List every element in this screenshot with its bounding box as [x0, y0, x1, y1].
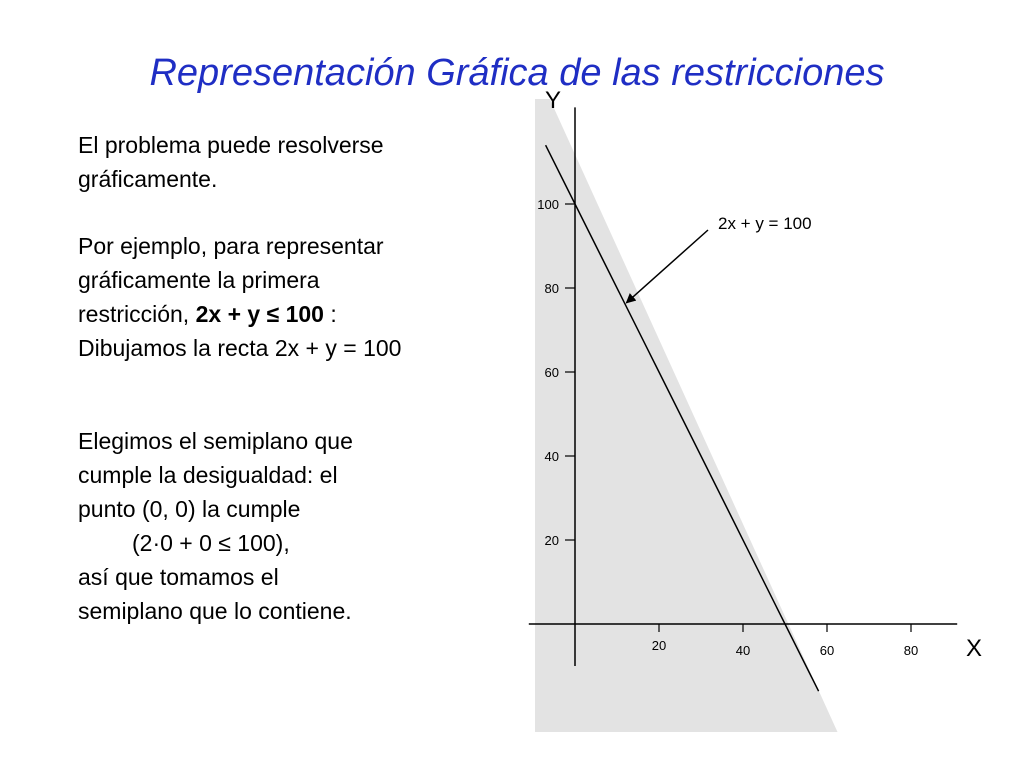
example-line-3-suffix: :: [323, 301, 337, 327]
example-line-1: Por ejemplo, para representar: [78, 233, 384, 259]
y-tick-label: 80: [544, 281, 559, 296]
x-tick-label: 40: [735, 643, 751, 658]
x-tick-label: 20: [651, 638, 667, 653]
halfplane-line-3: punto (0, 0) la cumple: [78, 496, 301, 522]
intro-line-1: El problema puede resolverse: [78, 132, 384, 158]
y-axis-label: Y: [545, 87, 562, 114]
x-tick-label: 80: [903, 643, 919, 658]
halfplane-line-2: cumple la desigualdad: el: [78, 462, 338, 488]
x-axis-label: X: [966, 635, 983, 662]
y-tick-label: 60: [544, 365, 559, 380]
x-tick-label: 60: [819, 643, 835, 658]
intro-line-2: gráficamente.: [78, 166, 218, 192]
y-tick-label: 100: [537, 197, 559, 212]
annotation-label: 2x + y = 100: [718, 214, 812, 233]
halfplane-line-5: así que tomamos el: [78, 564, 279, 590]
page-title: Representación Gráfica de las restricciones: [149, 52, 885, 94]
constraint-inequality: 2x + y ≤ 100: [195, 301, 324, 327]
example-line-3-prefix: restricción,: [78, 301, 196, 327]
halfplane-line-4: (2·0 + 0 ≤ 100),: [132, 530, 290, 556]
example-line-2: gráficamente la primera: [78, 267, 320, 293]
y-tick-label: 40: [544, 449, 559, 464]
halfplane-line-1: Elegimos el semiplano que: [78, 428, 353, 454]
example-line-4: Dibujamos la recta 2x + y = 100: [78, 335, 402, 361]
annotation-arrow: [626, 230, 708, 303]
halfplane-line-6: semiplano que lo contiene.: [78, 598, 352, 624]
y-tick-label: 20: [544, 533, 559, 548]
